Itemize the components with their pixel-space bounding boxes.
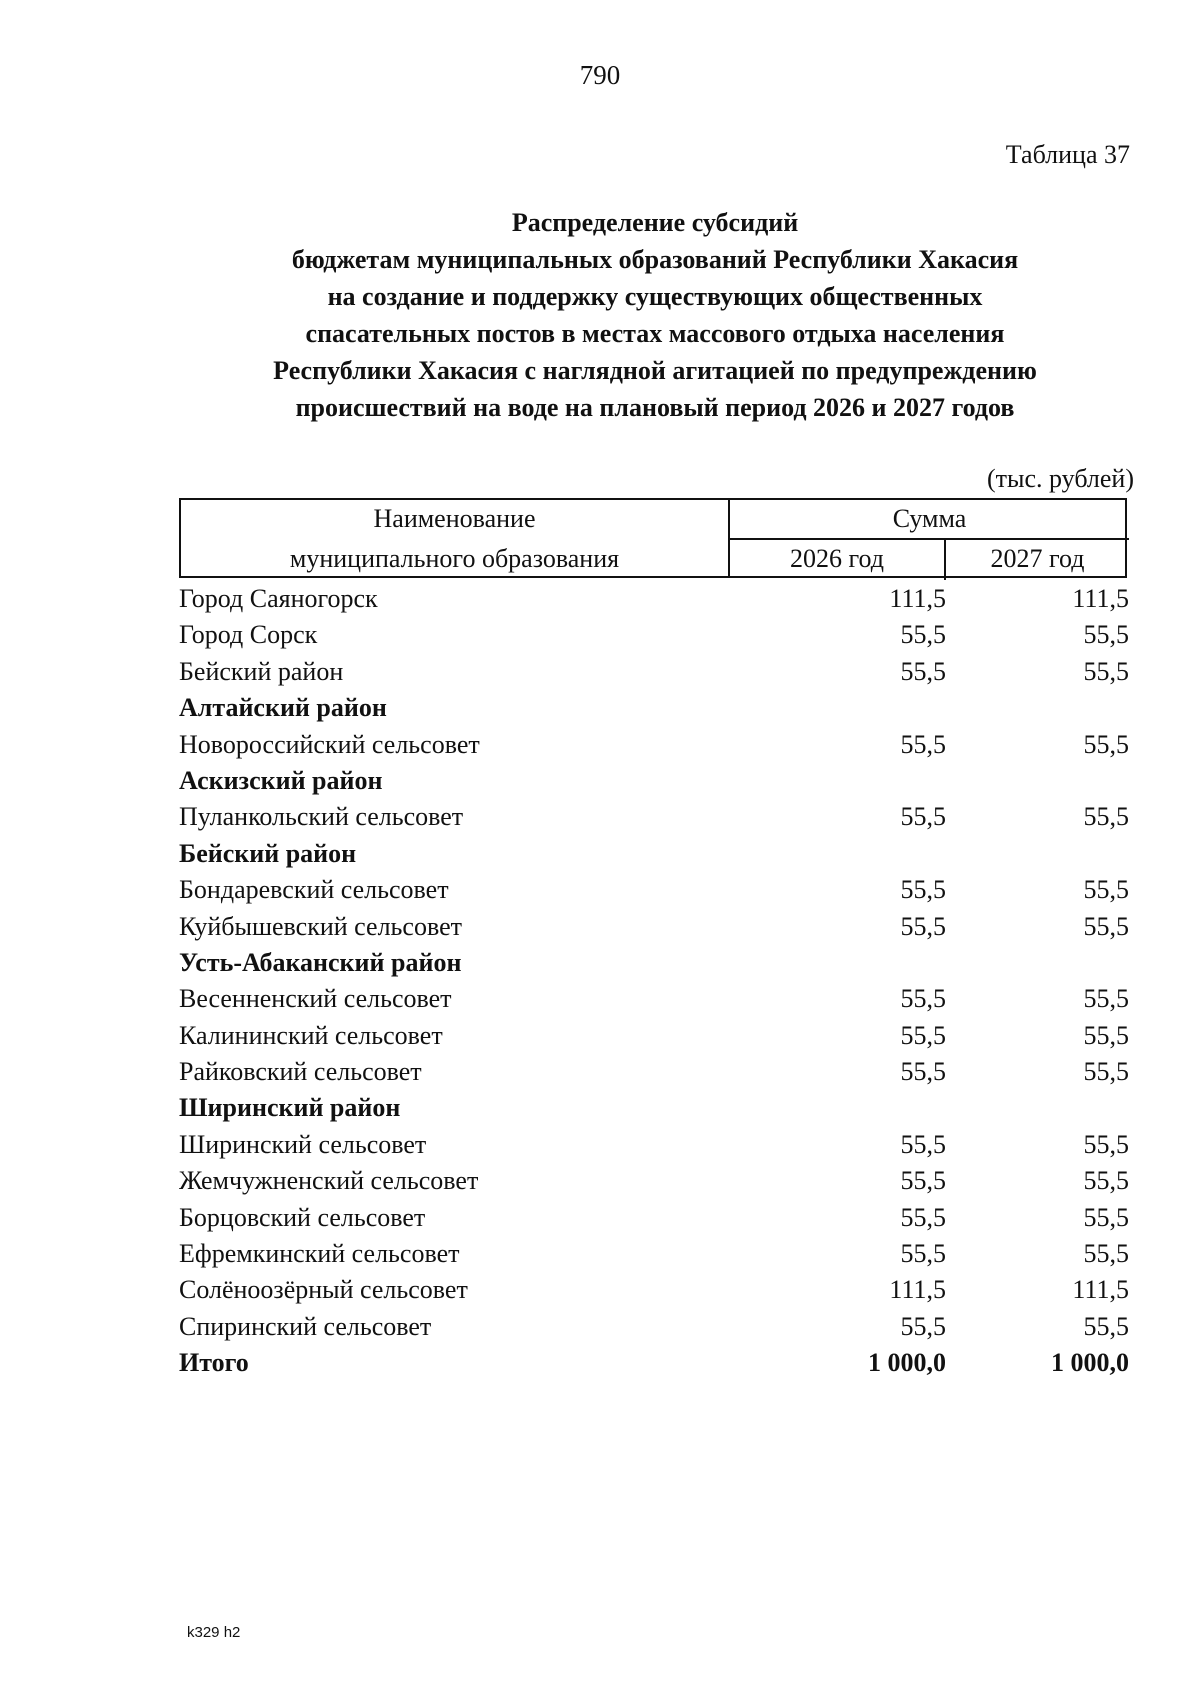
row-name: Пуланкольский сельсовет [179,802,464,832]
row-name: Новороссийский сельсовет [179,729,480,759]
table-row [179,1018,1129,1054]
footer-code: k329 h2 [187,1624,241,1641]
row-value-2026: 55,5 [900,620,946,650]
table-row [179,1345,1129,1381]
row-value-2026: 55,5 [900,1239,946,1269]
row-value-2027: 55,5 [1083,1057,1129,1087]
title-line: на создание и поддержку существующих общественных [327,282,983,311]
row-value-2027: 55,5 [1083,620,1129,650]
header-sum: Сумма [892,504,967,533]
row-name: Спиринский сельсовет [179,1311,432,1341]
row-value-2026: 55,5 [900,875,946,905]
title-line: бюджетам муниципальных образований Республики Хакасия [291,245,1019,274]
header-name-line1: Наименование [373,504,536,533]
row-value-2026: 55,5 [900,1129,946,1159]
row-value-2026: 55,5 [900,1202,946,1232]
table-label: Таблица 37 [1005,140,1130,169]
row-value-2027: 55,5 [1083,1311,1129,1341]
row-value-2027: 55,5 [1083,875,1129,905]
row-value-2027: 55,5 [1083,1020,1129,1050]
row-name: Куйбышевский сельсовет [179,911,462,941]
row-value-2027: 55,5 [1083,802,1129,832]
row-name: Весенненский сельсовет [179,984,452,1014]
header-year-2026: 2026 год [790,544,884,573]
table-header [179,498,1127,578]
title-line: происшествий на воде на плановый период 2026 и 2027 годов [295,393,1015,422]
row-name: Ширинский сельсовет [179,1129,427,1159]
row-name: Борцовский сельсовет [179,1202,426,1232]
table-row [179,763,1129,799]
row-name: Райковский сельсовет [179,1057,422,1087]
row-value-2026: 55,5 [900,1057,946,1087]
row-name: Бондаревский сельсовет [179,875,449,905]
row-value-2026: 111,5 [889,584,946,613]
title-line: спасательных постов в местах массового отдыха населения [305,319,1005,348]
table-row [179,617,1129,653]
row-name: Жемчужненский сельсовет [179,1166,479,1196]
table-row [179,1236,1129,1272]
table-row [179,909,1129,945]
row-value-2027: 55,5 [1083,911,1129,941]
row-name: Город Сорск [179,620,318,650]
row-value-2027: 55,5 [1083,984,1129,1014]
row-value-2027: 55,5 [1083,1129,1129,1159]
row-value-2026: 55,5 [900,656,946,686]
row-value-2026: 55,5 [900,729,946,759]
row-value-2027: 111,5 [1072,584,1129,613]
row-value-2027: 55,5 [1083,729,1129,759]
row-name: Калининский сельсовет [179,1020,443,1050]
row-name: Город Саяногорск [179,584,378,613]
row-value-2027: 111,5 [1072,1275,1129,1305]
table-row [179,1090,1129,1126]
row-value-2026: 55,5 [900,984,946,1014]
table-row [179,1054,1129,1090]
row-value-2026: 55,5 [900,1166,946,1196]
table-row [179,799,1129,835]
row-value-2027: 55,5 [1083,656,1129,686]
row-name: Бейский район [179,838,357,868]
table-row [179,1200,1129,1236]
row-name: Ширинский район [179,1093,401,1123]
row-name: Аскизский район [179,765,383,795]
table-row [179,945,1129,981]
table-row [179,581,1129,617]
table-row [179,836,1129,872]
row-name: Ефремкинский сельсовет [179,1239,460,1269]
row-value-2026: 111,5 [889,1275,946,1305]
table-row [179,1272,1129,1308]
units-label: (тыс. рублей) [986,464,1134,493]
table-row [179,727,1129,763]
row-value-2027: 55,5 [1083,1166,1129,1196]
row-name: Итого [179,1348,249,1378]
header-divider [728,538,1129,540]
header-year-2027: 2027 год [990,544,1085,573]
row-value-2027: 55,5 [1083,1202,1129,1232]
table-body [179,581,1129,1382]
row-value-2026: 55,5 [900,802,946,832]
row-value-2026: 55,5 [900,1311,946,1341]
table-row [179,654,1129,690]
row-value-2026: 55,5 [900,911,946,941]
table-row [179,1127,1129,1163]
row-name: Алтайский район [179,693,387,723]
table-row [179,1163,1129,1199]
table-row [179,981,1129,1017]
table-row [179,872,1129,908]
table-row [179,1309,1129,1345]
title-line: Республики Хакасия с наглядной агитацией по предупреждению [273,356,1037,385]
row-value-2026: 1 000,0 [868,1348,946,1378]
row-value-2027: 55,5 [1083,1239,1129,1269]
table-row [179,690,1129,726]
header-name-line2: муниципального образования [289,544,620,573]
row-value-2027: 1 000,0 [1051,1348,1129,1378]
row-name: Бейский район [179,656,344,686]
row-name: Солёноозёрный сельсовет [179,1275,468,1305]
row-name: Усть-Абаканский район [179,947,462,977]
document-title [0,204,1200,426]
page-number: 790 [579,60,621,90]
title-line: Распределение субсидий [511,208,799,237]
row-value-2026: 55,5 [900,1020,946,1050]
